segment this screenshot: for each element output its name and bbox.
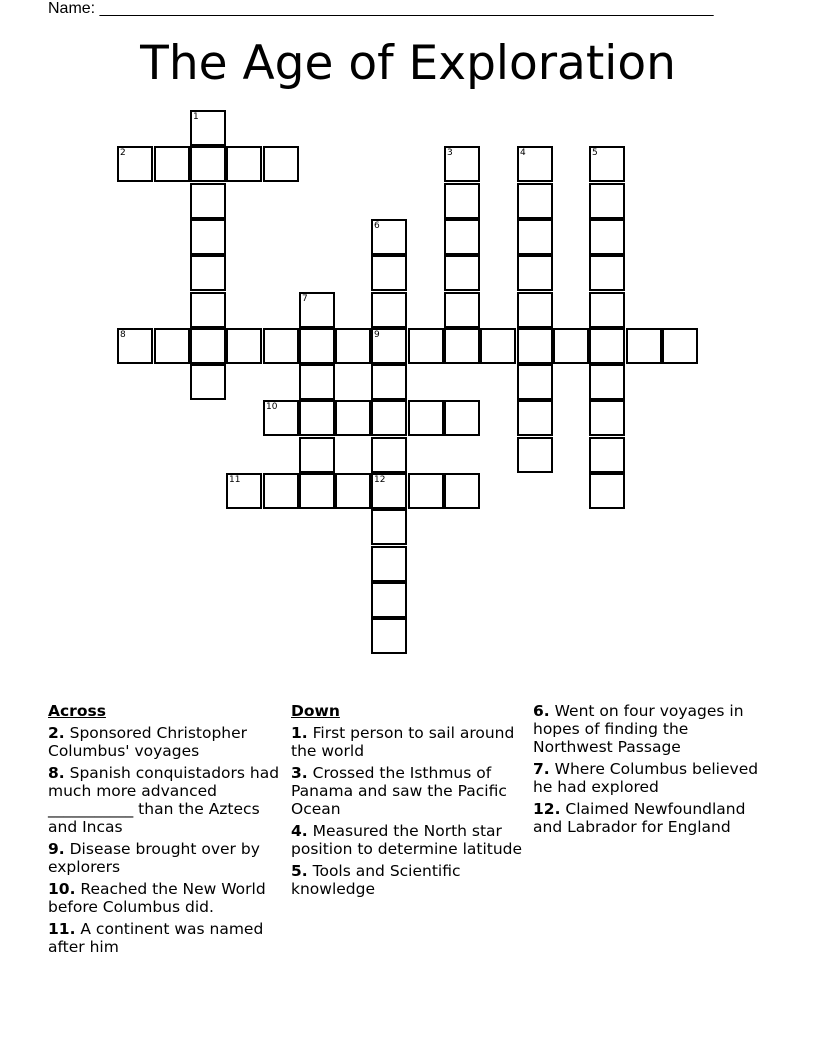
grid-cell[interactable]	[517, 400, 553, 436]
grid-cell[interactable]	[517, 146, 553, 182]
cell-number: 10	[266, 402, 278, 412]
grid-cell[interactable]	[299, 400, 335, 436]
grid-cell[interactable]	[589, 146, 625, 182]
clue-number: 7.	[533, 760, 550, 778]
grid-cell[interactable]	[589, 183, 625, 219]
grid-cell[interactable]	[589, 437, 625, 473]
cell-number: 3	[447, 148, 453, 158]
grid-cell[interactable]	[444, 473, 480, 509]
clue-down-5	[291, 862, 529, 898]
grid-cell[interactable]	[444, 292, 480, 328]
grid-cell[interactable]	[299, 292, 335, 328]
clue-number: 8.	[48, 764, 65, 782]
grid-cell[interactable]	[662, 328, 698, 364]
grid-cell[interactable]	[517, 292, 553, 328]
grid-cell[interactable]	[371, 255, 407, 291]
grid-cell[interactable]	[226, 473, 262, 509]
cell-number: 9	[374, 330, 380, 340]
grid-cell[interactable]	[371, 400, 407, 436]
grid-cell[interactable]	[371, 546, 407, 582]
grid-cell[interactable]	[226, 328, 262, 364]
grid-cell[interactable]	[299, 328, 335, 364]
grid-cell[interactable]	[226, 146, 262, 182]
grid-cell[interactable]	[299, 364, 335, 400]
grid-cell[interactable]	[408, 473, 444, 509]
grid-cell[interactable]	[589, 364, 625, 400]
grid-cell[interactable]	[444, 400, 480, 436]
grid-cell[interactable]	[553, 328, 589, 364]
grid-cell[interactable]	[589, 292, 625, 328]
grid-cell[interactable]	[154, 146, 190, 182]
grid-cell[interactable]	[589, 400, 625, 436]
across-clues	[48, 702, 286, 960]
cell-number: 12	[374, 475, 386, 485]
grid-cell[interactable]	[299, 473, 335, 509]
clue-text: Sponsored Christopher Columbus' voyages	[48, 724, 248, 760]
clue-text: Disease brought over by explorers	[48, 840, 260, 876]
grid-cell[interactable]	[190, 183, 226, 219]
grid-cell[interactable]	[190, 364, 226, 400]
grid-cell[interactable]	[263, 328, 299, 364]
grid-cell[interactable]	[335, 473, 371, 509]
grid-cell[interactable]	[408, 400, 444, 436]
grid-cell[interactable]	[335, 400, 371, 436]
clue-number: 9.	[48, 840, 65, 858]
grid-cell[interactable]	[190, 110, 226, 146]
grid-cell[interactable]	[517, 219, 553, 255]
grid-cell[interactable]	[190, 328, 226, 364]
grid-cell[interactable]	[371, 509, 407, 545]
cell-number: 7	[302, 294, 308, 304]
grid-cell[interactable]	[480, 328, 516, 364]
clue-text: Claimed Newfoundland and Labrador for England	[533, 800, 746, 836]
grid-cell[interactable]	[371, 473, 407, 509]
clue-number: 10.	[48, 880, 76, 898]
cell-number: 8	[120, 330, 126, 340]
grid-cell[interactable]	[444, 146, 480, 182]
grid-cell[interactable]	[517, 183, 553, 219]
grid-cell[interactable]	[444, 219, 480, 255]
grid-cell[interactable]	[190, 219, 226, 255]
clue-number: 11.	[48, 920, 76, 938]
grid-cell[interactable]	[371, 437, 407, 473]
name-label: Name:	[48, 0, 96, 17]
cell-number: 1	[193, 112, 199, 122]
grid-cell[interactable]	[589, 255, 625, 291]
clue-across-11	[48, 920, 286, 956]
clue-number: 12.	[533, 800, 561, 818]
clue-text: Tools and Scientific knowledge	[291, 862, 461, 898]
down-clues-continued	[533, 702, 763, 840]
clue-text: Crossed the Isthmus of Panama and saw the Pacific Ocean	[291, 764, 507, 818]
grid-cell[interactable]	[371, 328, 407, 364]
cell-number: 4	[520, 148, 526, 158]
cell-number: 11	[229, 475, 241, 485]
across-heading: Across	[48, 702, 106, 720]
grid-cell[interactable]	[299, 437, 335, 473]
name-blank[interactable]: _____________________________________________________________________	[99, 0, 714, 17]
grid-cell[interactable]	[444, 183, 480, 219]
grid-cell[interactable]	[371, 219, 407, 255]
grid-cell[interactable]	[408, 328, 444, 364]
grid-cell[interactable]	[190, 146, 226, 182]
grid-cell[interactable]	[190, 292, 226, 328]
grid-cell[interactable]	[263, 473, 299, 509]
grid-cell[interactable]	[626, 328, 662, 364]
clue-across-8	[48, 764, 286, 836]
grid-cell[interactable]	[117, 146, 153, 182]
grid-cell[interactable]	[371, 582, 407, 618]
grid-cell[interactable]	[444, 328, 480, 364]
grid-cell[interactable]	[371, 292, 407, 328]
clue-down-12	[533, 800, 763, 836]
grid-cell[interactable]	[335, 328, 371, 364]
clue-text: A continent was named after him	[48, 920, 264, 956]
clue-text: First person to sail around the world	[291, 724, 515, 760]
clue-text: Reached the New World before Columbus did.	[48, 880, 266, 916]
clue-number: 4.	[291, 822, 308, 840]
cell-number: 2	[120, 148, 126, 158]
grid-cell[interactable]	[589, 473, 625, 509]
page-title: The Age of Exploration	[140, 36, 676, 91]
clue-number: 1.	[291, 724, 308, 742]
clue-across-2	[48, 724, 286, 760]
down-heading: Down	[291, 702, 340, 720]
grid-cell[interactable]	[444, 255, 480, 291]
grid-cell[interactable]	[517, 328, 553, 364]
clue-text: Went on four voyages in hopes of finding the Northwest Passage	[533, 702, 744, 756]
grid-cell[interactable]	[517, 255, 553, 291]
clue-down-1	[291, 724, 529, 760]
grid-cell[interactable]	[117, 328, 153, 364]
grid-cell[interactable]	[371, 364, 407, 400]
clue-across-10	[48, 880, 286, 916]
cell-number: 5	[592, 148, 598, 158]
clue-down-7	[533, 760, 763, 796]
grid-cell[interactable]	[589, 219, 625, 255]
down-clues	[291, 702, 529, 902]
clue-down-3	[291, 764, 529, 818]
clue-number: 2.	[48, 724, 65, 742]
grid-cell[interactable]	[517, 437, 553, 473]
clue-across-9	[48, 840, 286, 876]
grid-cell[interactable]	[190, 255, 226, 291]
clue-number: 6.	[533, 702, 550, 720]
clue-text: Measured the North star position to determine latitude	[291, 822, 523, 858]
clue-number: 3.	[291, 764, 308, 782]
grid-cell[interactable]	[154, 328, 190, 364]
clue-number: 5.	[291, 862, 308, 880]
clue-down-4	[291, 822, 529, 858]
clue-text: Where Columbus believed he had explored	[533, 760, 759, 796]
clue-down-6	[533, 702, 763, 756]
cell-number: 6	[374, 221, 380, 231]
grid-cell[interactable]	[371, 618, 407, 654]
grid-cell[interactable]	[589, 328, 625, 364]
grid-cell[interactable]	[517, 364, 553, 400]
grid-cell[interactable]	[263, 400, 299, 436]
clue-text: Spanish conquistadors had much more advanced ___________ than the Aztecs and Incas	[48, 764, 280, 836]
grid-cell[interactable]	[263, 146, 299, 182]
